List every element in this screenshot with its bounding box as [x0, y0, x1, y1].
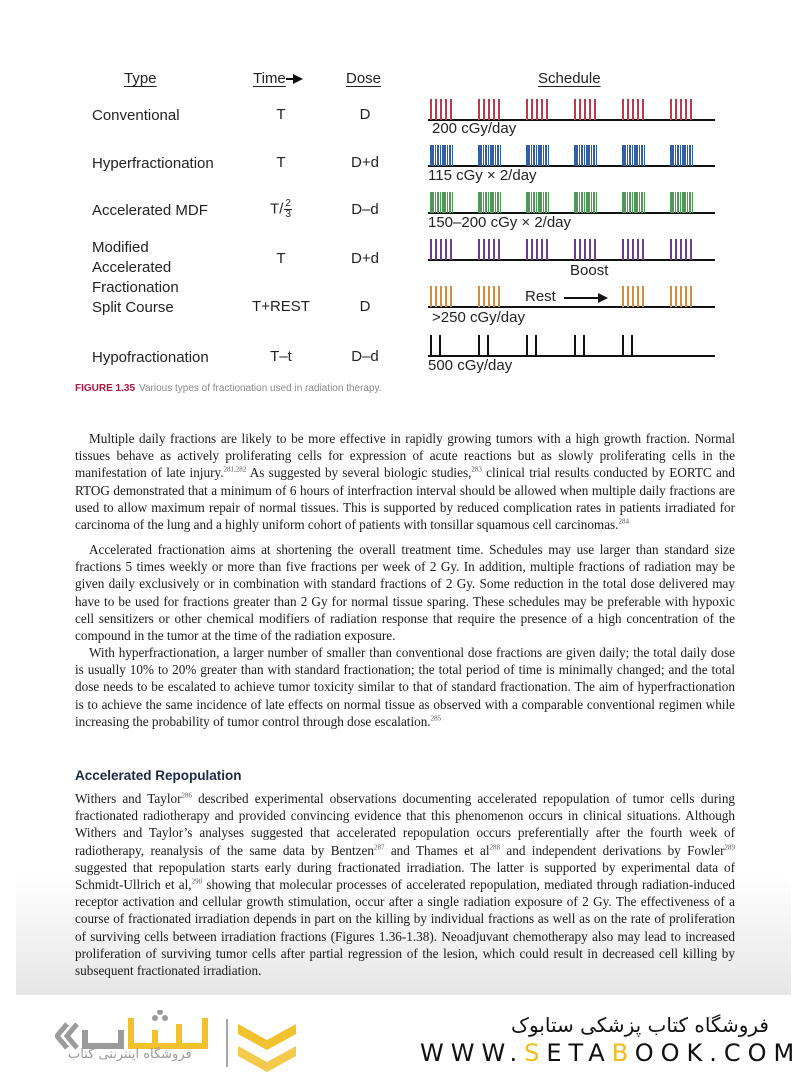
- fraction-tick: [644, 145, 646, 166]
- fraction-tick: [440, 239, 442, 260]
- fraction-tick: [492, 145, 494, 166]
- fraction-tick: [498, 286, 500, 307]
- header-dose: Dose: [346, 70, 382, 87]
- fraction-tick: [680, 286, 682, 307]
- fraction-tick: [485, 145, 487, 166]
- fraction-tick: [574, 99, 576, 120]
- fraction-tick: [495, 192, 497, 213]
- fraction-tick: [692, 145, 694, 166]
- fraction-tick: [435, 99, 437, 120]
- fraction-tick: [536, 192, 538, 213]
- fraction-tick: [435, 192, 437, 213]
- fraction-tick: [632, 286, 634, 307]
- fraction-tick: [689, 145, 691, 166]
- fraction-tick: [531, 99, 533, 120]
- row-dose: D+d: [351, 154, 379, 171]
- fraction-tick: [545, 145, 547, 166]
- fraction-tick: [593, 145, 595, 166]
- fraction-tick: [483, 286, 485, 307]
- rest-arrow-icon: [598, 293, 608, 303]
- fraction-tick: [579, 239, 581, 260]
- fraction-tick: [680, 145, 682, 166]
- fraction-tick: [483, 239, 485, 260]
- figure-number: FIGURE 1.35: [75, 383, 136, 394]
- schedule-line-modified-accelerated: [428, 259, 715, 261]
- store-title: فروشگاه کتاب پزشکی ستابوک: [511, 1013, 769, 1037]
- fraction-tick: [642, 99, 644, 120]
- citation: 287: [373, 843, 385, 852]
- fraction-tick: [641, 145, 643, 166]
- row-time: T: [276, 106, 286, 123]
- fraction-tick: [526, 99, 528, 120]
- fraction-tick: [447, 145, 449, 166]
- fraction-tick: [584, 192, 586, 213]
- store-url[interactable]: WWW.SETABOOK.COM: [420, 1039, 802, 1067]
- fraction-tick: [478, 145, 480, 166]
- paragraph-accelerated-fractionation: Accelerated fractionation aims at shortening the overall treatment time. Schedules may use larger than standard size fractions 5 times weekly or more than five fractions per week of 2 Gy. In addition, multiple fractions of radiation may be given daily exclusively or in combination with standard fractions of 2 Gy. Some reduction in the total dose delivered may have to be used for fractions greater than 2 Gy for normal tissue sparing. These schedules may be preferable with hypoxic cell sensitizers or other chemical modifiers of radiation response that require the presence of a high concentration of the compound in the tumor at the time of the radiation exposure.: [75, 542, 735, 644]
- fraction-tick: [675, 145, 677, 166]
- fraction-tick: [637, 99, 639, 120]
- row-dose: D–d: [351, 348, 379, 365]
- fraction-tick: [437, 145, 439, 166]
- citation: 286: [181, 791, 192, 800]
- fraction-tick: [495, 145, 497, 166]
- fraction-tick: [642, 239, 644, 260]
- fraction-tick: [591, 192, 593, 213]
- fraction-tick: [541, 239, 543, 260]
- fraction-tick: [440, 192, 442, 213]
- row-time: T: [276, 250, 286, 267]
- fraction-tick: [538, 145, 540, 166]
- fraction-tick: [442, 145, 444, 166]
- fraction-tick: [682, 192, 684, 213]
- fraction-tick: [536, 99, 538, 120]
- fraction-tick: [490, 192, 492, 213]
- fraction-tick: [430, 192, 432, 213]
- fraction-tick: [639, 145, 641, 166]
- fraction-tick: [690, 99, 692, 120]
- paragraph-hyperfractionation: With hyperfractionation, a larger number of smaller than conventional dose fractions are given daily; the total daily dose is usually 10% to 20% greater than with standard fractionation; the total period of time is minimally changed; and the total dose needs to be escalated to achieve tumor toxicity similar to that of standard fractionation. The aim of hyperfractionation is to achieve the same incidence of late effects on normal tissue as observed with a comparable conventional regimen while increasing the probability of tumor control through dose escalation.$^{285}$: [75, 645, 735, 729]
- logo-subtitle: فروشگاه اینترنتی کتاب: [68, 1047, 192, 1062]
- fraction-tick: [480, 192, 482, 213]
- fraction-tick: [483, 192, 485, 213]
- fraction-tick: [576, 145, 578, 166]
- fraction-tick: [579, 192, 581, 213]
- fraction-tick: [445, 99, 447, 120]
- fraction-tick: [440, 145, 442, 166]
- fraction-tick: [488, 99, 490, 120]
- fraction-tick: [450, 239, 452, 260]
- fraction-tick: [627, 192, 629, 213]
- row-type-split-course: Split Course: [92, 299, 174, 316]
- fraction-tick: [528, 192, 530, 213]
- fraction-tick: [493, 286, 495, 307]
- row-dose: D+d: [351, 250, 379, 267]
- fraction-tick: [487, 335, 489, 356]
- row-type-hyperfractionation: Hyperfractionation: [92, 155, 214, 172]
- fraction-tick: [432, 145, 434, 166]
- fraction-tick: [624, 145, 626, 166]
- fraction-tick: [622, 145, 624, 166]
- fraction-tick: [675, 99, 677, 120]
- arrow-right-icon: [293, 74, 303, 84]
- row-type-accelerated-mdf: Accelerated MDF: [92, 202, 208, 219]
- fraction-tick: [685, 239, 687, 260]
- fraction-tick: [445, 286, 447, 307]
- fraction-tick: [685, 286, 687, 307]
- fraction-tick: [675, 286, 677, 307]
- fraction-tick: [636, 192, 638, 213]
- fraction-tick: [493, 99, 495, 120]
- fraction-tick: [589, 239, 591, 260]
- fraction-tick: [531, 192, 533, 213]
- header-schedule: Schedule: [538, 70, 601, 87]
- fraction-tick: [670, 145, 672, 166]
- fraction-tick: [627, 286, 629, 307]
- fraction-tick: [579, 145, 581, 166]
- fraction-tick: [543, 145, 545, 166]
- fraction-tick: [536, 239, 538, 260]
- fraction-tick: [675, 239, 677, 260]
- fraction-tick: [430, 145, 432, 166]
- fraction-tick: [435, 286, 437, 307]
- fraction-tick: [526, 239, 528, 260]
- fraction-tick: [430, 239, 432, 260]
- fraction-tick: [488, 286, 490, 307]
- setabook-logo: [55, 1010, 325, 1072]
- fraction-tick: [594, 99, 596, 120]
- fraction-tick: [541, 99, 543, 120]
- fraction-tick: [452, 192, 454, 213]
- fraction-tick: [629, 192, 631, 213]
- fraction-tick: [483, 145, 485, 166]
- fraction-tick: [581, 145, 583, 166]
- fraction-tick: [492, 192, 494, 213]
- citation: 288: [489, 843, 501, 852]
- fraction-tick: [546, 239, 548, 260]
- schedule-line-split-course: [428, 306, 715, 308]
- fraction-tick: [531, 239, 533, 260]
- fraction-tick: [447, 192, 449, 213]
- header-time: Time: [253, 70, 303, 87]
- fraction-tick: [593, 192, 595, 213]
- fraction-tick: [685, 99, 687, 120]
- fraction-tick: [498, 239, 500, 260]
- schedule-caption: 200 cGy/day: [432, 120, 517, 137]
- fraction-tick: [435, 145, 437, 166]
- fraction-tick: [478, 239, 480, 260]
- fraction-tick: [449, 192, 451, 213]
- fraction-tick: [478, 335, 480, 356]
- fraction-tick: [692, 192, 694, 213]
- rest-arrow-shaft: [564, 297, 600, 299]
- fraction-tick: [485, 192, 487, 213]
- schedule-caption: 115 cGy × 2/day: [428, 167, 537, 184]
- fraction-tick: [670, 239, 672, 260]
- logo-divider: [226, 1019, 228, 1067]
- fraction-tick: [574, 239, 576, 260]
- fraction-tick: [526, 145, 528, 166]
- fraction-tick: [500, 192, 502, 213]
- fraction-tick: [480, 145, 482, 166]
- fraction-tick: [483, 99, 485, 120]
- fraction-tick: [684, 192, 686, 213]
- schedule-caption: 500 cGy/day: [428, 357, 513, 374]
- footer-banner: [0, 995, 807, 1080]
- fraction-tick: [493, 239, 495, 260]
- fraction-tick: [639, 192, 641, 213]
- fraction-tick: [574, 335, 576, 356]
- section-heading: Accelerated Repopulation: [75, 768, 242, 783]
- fraction-tick: [584, 99, 586, 120]
- fraction-tick: [632, 239, 634, 260]
- row-dose: D: [359, 106, 371, 123]
- fraction-tick: [579, 99, 581, 120]
- fraction-tick: [677, 145, 679, 166]
- row-type-modified-accelerated-line3: Fractionation: [92, 279, 179, 296]
- fraction-tick: [690, 286, 692, 307]
- fraction-tick: [543, 192, 545, 213]
- fraction-tick: [687, 145, 689, 166]
- row-time: T–t: [270, 348, 292, 365]
- fraction-tick: [528, 145, 530, 166]
- fraction-tick: [536, 145, 538, 166]
- fraction-tick: [581, 192, 583, 213]
- fraction-tick: [680, 192, 682, 213]
- fraction-tick: [500, 145, 502, 166]
- fraction-tick: [574, 192, 576, 213]
- fraction-tick: [632, 192, 634, 213]
- fraction-tick: [670, 286, 672, 307]
- fraction-tick: [588, 145, 590, 166]
- fraction-tick: [586, 192, 588, 213]
- fraction-tick: [540, 192, 542, 213]
- fraction-tick: [637, 286, 639, 307]
- fraction-tick: [644, 192, 646, 213]
- fraction-tick: [687, 192, 689, 213]
- fraction-tick: [670, 99, 672, 120]
- fraction-tick: [488, 192, 490, 213]
- citation: 281,282: [223, 466, 247, 475]
- fraction-tick: [533, 192, 535, 213]
- citation: 284: [618, 517, 629, 526]
- fraction-tick: [642, 286, 644, 307]
- fraction-tick: [488, 145, 490, 166]
- fraction-tick: [634, 192, 636, 213]
- fraction-two-thirds: $\frac{2}{3}$: [285, 198, 291, 220]
- fraction-tick: [690, 239, 692, 260]
- fraction-tick: [478, 286, 480, 307]
- fraction-tick: [445, 239, 447, 260]
- fraction-tick: [670, 192, 672, 213]
- fraction-tick: [584, 239, 586, 260]
- fraction-tick: [624, 192, 626, 213]
- fraction-tick: [440, 286, 442, 307]
- fraction-tick: [641, 192, 643, 213]
- fraction-tick: [450, 286, 452, 307]
- fraction-tick: [432, 192, 434, 213]
- header-type: Type: [124, 70, 157, 87]
- fraction-tick: [622, 239, 624, 260]
- fraction-tick: [684, 145, 686, 166]
- row-type-modified-accelerated-line2: Accelerated: [92, 259, 172, 276]
- rest-label: Rest: [525, 288, 556, 305]
- fraction-tick: [596, 145, 598, 166]
- boost-label: Boost: [570, 262, 609, 279]
- fraction-tick: [636, 145, 638, 166]
- paragraph-accelerated-repopulation: Withers and Taylor$^{286}$ described experimental observations documenting accelerated repopulation of tumor cells during fractionated radiotherapy and provided convincing evidence that this phenomenon occurs in clinical situations. Although Withers and Taylor’s analyses suggested that accelerated repopulation occurs preferentially after the fourth week of radiotherapy, reanalysis of the same data by Bentzen$^{287}$ and Thames et $al^{288}$ and independent derivations by Fowler$^{289}$ suggested that repopulation starts early during fractionated irradiation. The latter is supported by experimental data of Schmidt-Ullrich et al,$^{290}$ showing that molecular processes of accelerated repopulation, mediated through radiation-induced receptor activation and cellular growth stimulation, occur after a single radiation exposure of 2 Gy. The effectiveness of a course of fractionated irradiation depends in part on the killing by individual fractions as well as on the rate of proliferation of surviving cells between irradiation fractions (Figures 1.36-1.38). Neoadjuvant chemotherapy also may lead to increased proliferation of surviving tumor cells after partial regression of the lesion, which could result in decreased cell killing by subsequent fractionated irradiation.: [75, 791, 736, 979]
- fractionation-figure: [0, 0, 807, 400]
- row-time: T: [276, 154, 286, 171]
- fraction-tick: [627, 239, 629, 260]
- fraction-tick: [680, 99, 682, 120]
- fraction-tick: [478, 192, 480, 213]
- fraction-tick: [497, 192, 499, 213]
- row-time: T+REST: [252, 298, 310, 315]
- fraction-tick: [680, 239, 682, 260]
- fraction-tick: [526, 335, 528, 356]
- fraction-tick: [444, 145, 446, 166]
- fraction-tick: [591, 145, 593, 166]
- fraction-tick: [444, 192, 446, 213]
- paragraph-multiple-daily-fractions: Multiple daily fractions are likely to be more effective in rapidly growing tumors with a high growth fraction. Normal tissues behave as actively proliferating cells for expression of acute reactions but as slowly proliferating cells in the manifestation of late injury.$^{281,282}$ As suggested by several biologic studies,$^{283}$ clinical trial results conducted by EORTC and RTOG demonstrated that a minimum of 6 hours of interfraction interval should be allowed when multiple daily fractions are used to allow maximum repair of normal tissues. This is supported by reduced complication rates in patients irradiated for carcinoma of the lung and a highly uniform cohort of patients with tonsillar squamous cell carcinomas.$^{284}$: [75, 431, 735, 533]
- fraction-tick: [637, 239, 639, 260]
- fraction-tick: [498, 99, 500, 120]
- row-dose: D: [359, 298, 371, 315]
- citation: 283: [471, 466, 482, 475]
- fraction-tick: [589, 99, 591, 120]
- fraction-tick: [497, 145, 499, 166]
- fraction-tick: [672, 192, 674, 213]
- fraction-tick: [535, 335, 537, 356]
- fraction-tick: [478, 99, 480, 120]
- citation: 285: [430, 714, 442, 723]
- fraction-tick: [583, 335, 585, 356]
- figure-caption-text: Various types of fractionation used in radiation therapy.: [139, 383, 382, 394]
- citation: 289: [724, 843, 735, 852]
- row-type-modified-accelerated-line1: Modified: [92, 239, 149, 256]
- figure-caption: [75, 383, 382, 394]
- fraction-tick: [538, 192, 540, 213]
- fraction-tick: [689, 192, 691, 213]
- fraction-tick: [546, 99, 548, 120]
- fraction-tick: [533, 145, 535, 166]
- fraction-tick: [627, 145, 629, 166]
- fraction-tick: [631, 335, 633, 356]
- schedule-caption: >250 cGy/day: [432, 309, 525, 326]
- fraction-tick: [531, 145, 533, 166]
- fraction-tick: [622, 192, 624, 213]
- fraction-tick: [622, 335, 624, 356]
- fraction-tick: [629, 145, 631, 166]
- fraction-tick: [677, 192, 679, 213]
- fraction-tick: [682, 145, 684, 166]
- fraction-tick: [574, 145, 576, 166]
- fraction-tick: [588, 192, 590, 213]
- fraction-tick: [437, 192, 439, 213]
- fraction-tick: [540, 145, 542, 166]
- fraction-tick: [632, 145, 634, 166]
- fraction-tick: [675, 192, 677, 213]
- fraction-tick: [452, 145, 454, 166]
- fraction-tick: [576, 192, 578, 213]
- fraction-tick: [548, 192, 550, 213]
- fraction-tick: [545, 192, 547, 213]
- fraction-tick: [622, 286, 624, 307]
- fraction-tick: [430, 99, 432, 120]
- fraction-tick: [594, 239, 596, 260]
- row-time: T/ $\frac{2}{3}$: [270, 198, 291, 220]
- fraction-tick: [584, 145, 586, 166]
- fraction-tick: [430, 335, 432, 356]
- fraction-tick: [439, 335, 441, 356]
- fraction-tick: [490, 145, 492, 166]
- row-type-hypofractionation: Hypofractionation: [92, 349, 209, 366]
- row-type-conventional: Conventional: [92, 107, 180, 124]
- row-dose: D–d: [351, 201, 379, 218]
- fraction-tick: [442, 192, 444, 213]
- fraction-tick: [440, 99, 442, 120]
- fraction-tick: [548, 145, 550, 166]
- fraction-tick: [435, 239, 437, 260]
- fraction-tick: [526, 192, 528, 213]
- fraction-tick: [488, 239, 490, 260]
- fraction-tick: [632, 99, 634, 120]
- fraction-tick: [622, 99, 624, 120]
- fraction-tick: [596, 192, 598, 213]
- fraction-tick: [672, 145, 674, 166]
- fraction-tick: [449, 145, 451, 166]
- fraction-tick: [634, 145, 636, 166]
- fraction-tick: [430, 286, 432, 307]
- fraction-tick: [586, 145, 588, 166]
- schedule-caption: 150–200 cGy × 2/day: [428, 214, 572, 231]
- fraction-tick: [450, 99, 452, 120]
- citation: 290: [191, 877, 203, 886]
- fraction-tick: [627, 99, 629, 120]
